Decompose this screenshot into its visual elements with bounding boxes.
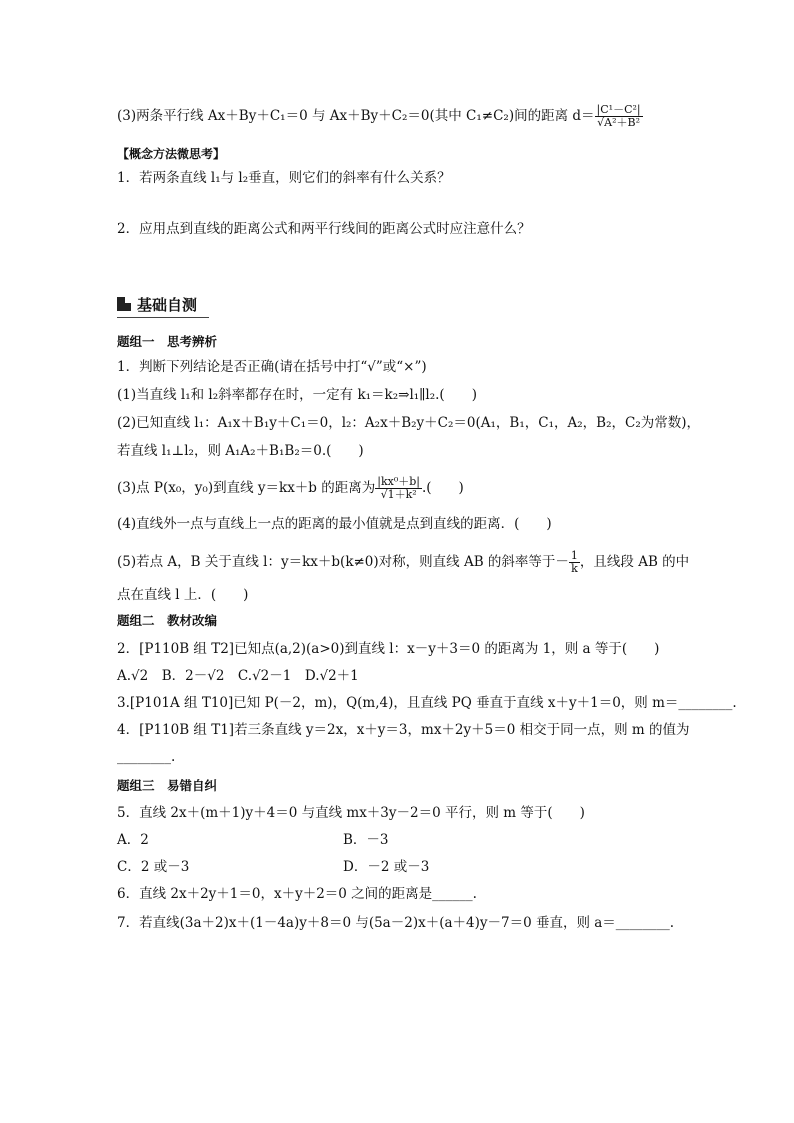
group3-question-5: 5．直线 2x＋(m＋1)y＋4＝0 与直线 mx＋3y－2＝0 平行，则 m 等于( )	[117, 805, 585, 821]
group1-title: 题组一 思考辨析	[117, 334, 218, 349]
group2-question-2: 2．[P110B 组 T2]已知点(a,2)(a>0)到直线 l：x－y＋3＝0 的距离为 1，则 a 等于( )	[117, 641, 660, 657]
group2-question-4a: 4．[P110B 组 T1]若三条直线 y＝2x，x＋y＝3，mx＋2y＋5＝0 相交于同一点，则 m 的值为	[117, 722, 690, 738]
group1-statement-1: (1)当直线 l₁和 l₂斜率都存在时，一定有 k₁＝k₂⇒l₁∥l₂.( )	[117, 387, 477, 403]
item3-parallel-distance	[117, 104, 643, 129]
group1-statement-2a: (2)已知直线 l₁：A₁x＋B₁y＋C₁＝0，l₂：A₂x＋B₂y＋C₂＝0(A₁，B₁，C₁，A₂，B₂，C₂为常数)，	[117, 415, 701, 431]
group1-statement-4: (4)直线外一点与直线上一点的距离的最小值就是点到直线的距离．( )	[117, 516, 552, 532]
section-underline	[117, 317, 209, 318]
item3-fraction: $\frac{\text{|C¹－C²|}}{\text{√A²＋B²}}$	[596, 103, 641, 129]
option-b: B．－3	[343, 832, 389, 848]
concept-question-1: 1．若两条直线 l₁与 l₂垂直，则它们的斜率有什么关系？	[117, 170, 451, 186]
concept-question-2: 2．应用点到直线的距离公式和两平行线间的距离公式时应注意什么？	[117, 221, 531, 237]
group3-question-7: 7．若直线(3a＋2)x＋(1－4a)y＋8＝0 与(5a－2)x＋(a＋4)y－7＝0 垂直，则 a＝________.	[117, 915, 675, 931]
option-d: D．－2 或－3	[343, 859, 430, 875]
group2-question-3: 3.[P101A 组 T10]已知 P(－2，m)，Q(m,4)，且直线 PQ 垂直于直线 x＋y＋1＝0，则 m＝________.	[117, 695, 737, 711]
option-a: A．2	[117, 832, 149, 848]
group1-question-1: 1．判断下列结论是否正确(请在括号中打“√”或“×”)	[117, 359, 427, 375]
group2-title: 题组二 教材改编	[117, 613, 218, 628]
item3-text: (3)两条平行线 Ax＋By＋C₁＝0 与 Ax＋By＋C₂＝0(其中 C₁≠C₂)间的距离 d＝	[117, 108, 595, 124]
statement5-fraction: $\frac{1}{k}$	[570, 549, 578, 575]
section-title: 基础自测	[137, 295, 198, 314]
group3-question-6: 6．直线 2x＋2y＋1＝0，x＋y＋2＝0 之间的距离是______.	[117, 886, 477, 902]
section-square-icon	[117, 297, 131, 311]
group1-statement-5b: 点在直线 l 上．( )	[117, 587, 249, 603]
group1-statement-3: (3)点 P(x₀，y₀)到直线 y＝kx＋b 的距离为 $\frac{\text{|kx⁰＋b|}}{\text{√1＋k²}}$ .( )	[117, 475, 464, 501]
statement3-fraction: $\frac{\text{|kx⁰＋b|}}{\text{√1＋k²}}$	[377, 475, 420, 501]
group1-statement-5a: (5)若点 A，B 关于直线 l：y＝kx＋b(k≠0)对称，则直线 AB 的斜率等于－ $\frac{1}{k}$ ，且线段 AB 的中	[117, 549, 690, 575]
group2-question-2-options: A.√2 B．2－√2 C.√2－1 D.√2＋1	[117, 668, 359, 684]
option-c: C．2 或－3	[117, 859, 190, 875]
concept-label: 【概念方法微思考】	[117, 147, 226, 161]
group1-statement-2b: 若直线 l₁⊥l₂，则 A₁A₂＋B₁B₂＝0.( )	[117, 443, 364, 459]
group3-title: 题组三 易错自纠	[117, 778, 218, 793]
section-heading	[117, 291, 197, 317]
group2-question-4b: ________.	[117, 749, 176, 765]
